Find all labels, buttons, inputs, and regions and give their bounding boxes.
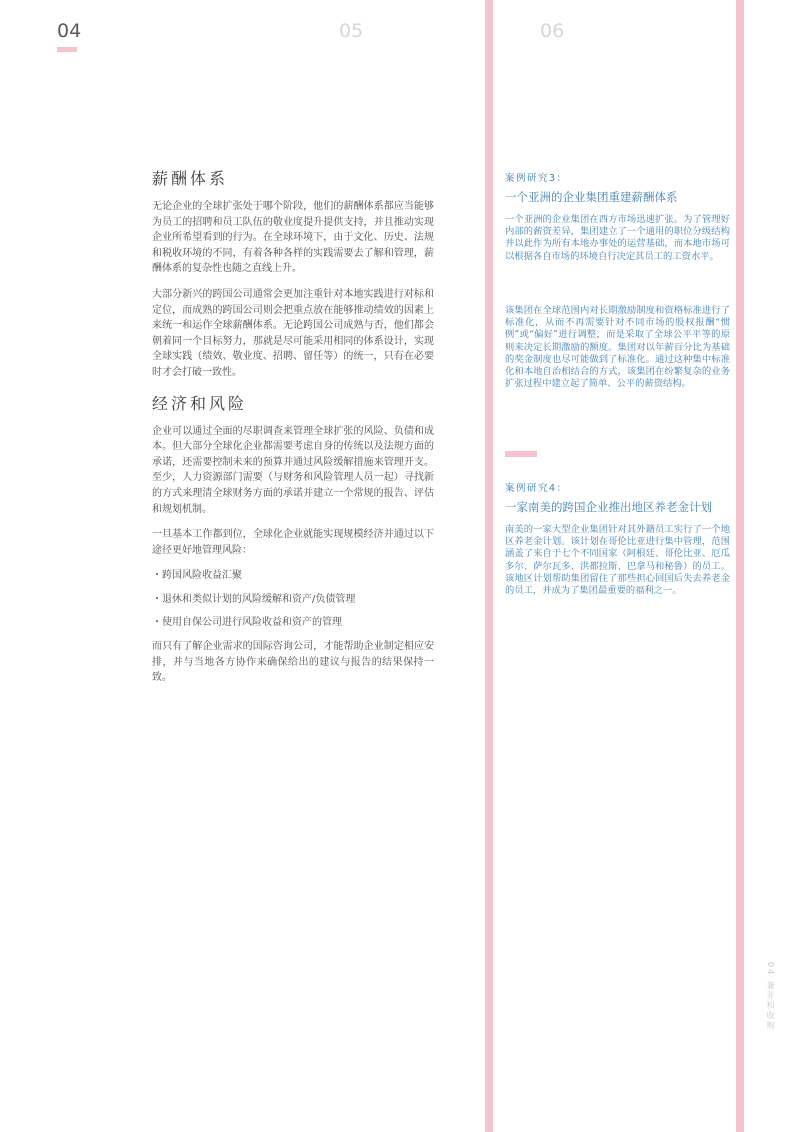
bullet-item: ・跨国风险收益汇聚: [152, 570, 242, 582]
section-heading-compensation: 薪酬体系: [152, 169, 229, 188]
page-number-underline: [57, 47, 77, 52]
case-study-3: [505, 170, 730, 263]
case-separator-mark: [505, 451, 537, 457]
case-study-3-continued: [505, 305, 730, 390]
case-study-title: 一家南美的跨国企业推出地区养老金计划: [505, 500, 712, 514]
case-study-label: 案例研究4：: [505, 483, 568, 494]
case-study-title: 一个亚洲的企业集团重建薪酬体系: [505, 190, 678, 204]
case-study-label: 案例研究3：: [505, 173, 568, 184]
bullet-item: ・使用自保公司进行风险收益和资产的管理: [152, 617, 342, 629]
body-paragraph: 而只有了解企业需求的国际咨询公司，才能帮助企业制定相应安排，并与当地各方协作来确保给出的建议与报告的结果保持一致。: [152, 641, 434, 684]
page-number-mid: 05: [339, 20, 364, 42]
page-number-right: 06: [540, 20, 565, 42]
section-heading-economics-risk: 经济和风险: [152, 393, 248, 413]
body-paragraph: 一旦基本工作都到位，全球化企业就能实现规模经济并通过以下途径更好地管理风险：: [152, 529, 434, 556]
side-footer-text: 04 兼并和收购: [766, 962, 775, 1031]
divider-bar-left: [485, 0, 493, 1132]
bullet-item: ・退休和类似计划的风险缓解和资产/负债管理: [152, 593, 356, 605]
page-number-current: 04: [57, 20, 82, 42]
case-study-4: [505, 480, 730, 597]
main-body-column: [152, 166, 434, 696]
body-paragraph: 企业可以通过全面的尽职调查来管理全球扩张的风险、负债和成本。但大部分全球化企业都需要考虑自身的传统以及法规方面的承诺，还需要控制未来的预算并通过风险缓解措施来管理开支。至少，人力资源部门需要（与财务和风险管理人员一起）寻找新的方式来理清全球财务方面的承诺并建立一个常规的报告、评估和规划机制。: [152, 425, 434, 515]
case-study-paragraph: 南美的一家大型企业集团针对其外籍员工实行了一个地区养老金计划。该计划在哥伦比亚进行集中管理，范围涵盖了来自于七个不同国家（阿根廷、哥伦比亚、厄瓜多尔、萨尔瓦多、洪都拉斯、巴拿马和秘鲁）的员工。该地区计划帮助集团留住了那些担心回国后失去养老金的员工，并成为了集团最重要的福利之一。: [505, 524, 730, 597]
divider-bar-right: [736, 0, 744, 1132]
body-paragraph: 大部分新兴的跨国公司通常会更加注重针对本地实践进行对标和定位，而成熟的跨国公司则会把重点放在能够推动绩效的因素上来统一和运作全球薪酬体系。无论跨国公司成熟与否，他们都会朝着同一个目标努力，那就是尽可能采用相同的体系设计，实现全球实践（绩效、敬业度、招聘、留任等）的统一，只有在必要时才会打破一致性。: [152, 288, 434, 378]
case-study-paragraph: 该集团在全球范围内对长期激励制度和资格标准进行了标准化，从而不再需要针对不同市场的股权报酬“惯例”或“偏好”进行调整，而是采取了全球公平平等的原则来决定长期激励的额度。集团对以年薪百分比为基础的奖金制度也尽可能做到了标准化。通过这种集中标准化和本地自治相结合的方式，该集团在纷繁复杂的业务扩张过程中建立起了简单、公平的薪资结构。: [505, 305, 730, 390]
body-paragraph: 无论企业的全球扩张处于哪个阶段，他们的薪酬体系都应当能够为员工的招聘和员工队伍的敬业度提升提供支持，并且推动实现企业所希望看到的行为。在全球环境下，由于文化、历史、法规和税收环境的不同，有着各种各样的实践需要去了解和管理，薪酬体系的复杂性也随之直线上升。: [152, 201, 434, 275]
case-study-paragraph: 一个亚洲的企业集团在西方市场迅速扩张。为了管理好内部的薪资差异，集团建立了一个通用的职位分级结构并以此作为所有本地办事处的运营基础，而本地市场可以根据各自市场的环境自行决定其员工的工资水平。: [505, 214, 730, 262]
